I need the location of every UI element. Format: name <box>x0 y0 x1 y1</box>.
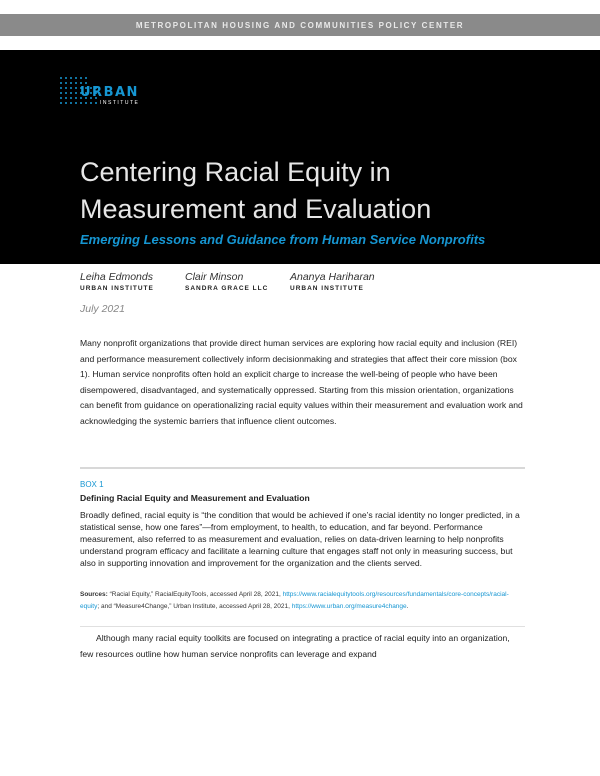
logo-subtext: INSTITUTE <box>100 100 140 106</box>
logo-dot <box>70 92 72 94</box>
logo-dot <box>65 87 67 89</box>
logo-dot <box>65 97 67 99</box>
logo-dot <box>65 77 67 79</box>
author-name: Leiha Edmonds <box>80 271 153 283</box>
logo-dot <box>80 82 82 84</box>
logo-dot <box>60 82 62 84</box>
logo-dot <box>75 77 77 79</box>
logo-dot <box>75 92 77 94</box>
logo-dot <box>85 77 87 79</box>
title-line: Centering Racial Equity in <box>80 157 391 187</box>
logo-dot <box>70 82 72 84</box>
document-title <box>80 154 550 228</box>
logo-dot <box>85 82 87 84</box>
policy-center-label: METROPOLITAN HOUSING AND COMMUNITIES POLICY CENTER <box>135 20 465 30</box>
author-affiliation: URBAN INSTITUTE <box>290 285 364 292</box>
logo-dot <box>70 87 72 89</box>
measure4change-link[interactable]: https://www.urban.org/measure4change <box>291 602 407 610</box>
logo-dot <box>90 102 92 104</box>
box-sources <box>80 589 525 612</box>
author-affiliation: SANDRA GRACE LLC <box>185 285 269 292</box>
closing-paragraph: Although many racial equity toolkits are focused on integrating a practice of racial equity into an organization, few resources outline how human service nonprofits can leverage and expand <box>80 633 510 659</box>
logo-dot <box>75 102 77 104</box>
logo-dot <box>95 102 97 104</box>
logo-dot <box>60 97 62 99</box>
racial-equity-tools-link[interactable]: https://www.racialequitytools.org/resources/fundamentals/core-concepts/racial-equity <box>80 591 509 610</box>
logo-dot <box>60 77 62 79</box>
policy-center-banner <box>0 14 600 36</box>
author-affiliation: URBAN INSTITUTE <box>80 285 154 292</box>
logo-dot <box>70 77 72 79</box>
logo-dot <box>75 82 77 84</box>
title-line: Measurement and Evaluation <box>80 194 432 224</box>
box-text: Broadly defined, racial equity is “the condition that would be achieved if one’s racial identity no longer predicted, in a statistical sense, how one fares”—from employment, to health, to education, and far beyond. Performance measurement, also referred to as measurement and evaluation, relies on data-driven learning to help nonprofits understand program efficacy and facilitate a learning culture that engages staff not only in measuring success, but also in supporting innovation and improvement for the organization and the clients served. <box>80 510 520 568</box>
logo-wordmark: URBAN <box>80 85 139 100</box>
logo-dot <box>60 102 62 104</box>
author-name: Ananya Hariharan <box>290 271 375 283</box>
logo-dot <box>60 87 62 89</box>
logo-dot <box>65 92 67 94</box>
urban-institute-logo <box>60 77 160 107</box>
author-name: Clair Minson <box>185 271 244 283</box>
box-top-rule <box>80 467 525 469</box>
author-block <box>290 271 375 292</box>
box-label: BOX 1 <box>80 480 104 489</box>
sources-text: . <box>406 602 409 610</box>
box-bottom-rule <box>80 626 525 627</box>
logo-dot <box>65 82 67 84</box>
logo-dot <box>80 102 82 104</box>
sources-text: ; and “Measure4Change,” Urban Institute, accessed April 28, 2021, <box>97 602 292 610</box>
sources-label: Sources: <box>80 591 108 598</box>
box-title: Defining Racial Equity and Measurement and Evaluation <box>80 493 310 503</box>
logo-dot <box>75 97 77 99</box>
intro-paragraph: Many nonprofit organizations that provide direct human services are exploring how racial equity and inclusion (REI) and performance measurement collectively inform decisionmaking and strategies that affect their core mission (box 1). Human service nonprofits often hold an explicit charge to increase the well-being of people who have been disempowered, disadvantaged, and systematically oppressed. Starting from this mission orientation, organizations can benefit from guidance on operationalizing racial equity values within their measurement and evaluation work and acknowledging the systemic barriers that influence client outcomes. <box>80 338 523 426</box>
logo-dot <box>65 102 67 104</box>
logo-dot <box>70 102 72 104</box>
logo-dot <box>85 102 87 104</box>
author-block <box>185 271 268 292</box>
logo-dot <box>70 97 72 99</box>
logo-dot <box>60 92 62 94</box>
logo-dot <box>75 87 77 89</box>
sources-text: “Racial Equity,” RacialEquityTools, accessed April 28, 2021, <box>107 591 283 598</box>
publication-date: July 2021 <box>80 303 125 315</box>
logo-dot <box>80 77 82 79</box>
document-subtitle: Emerging Lessons and Guidance from Human Service Nonprofits <box>80 232 486 247</box>
author-block <box>80 271 154 292</box>
